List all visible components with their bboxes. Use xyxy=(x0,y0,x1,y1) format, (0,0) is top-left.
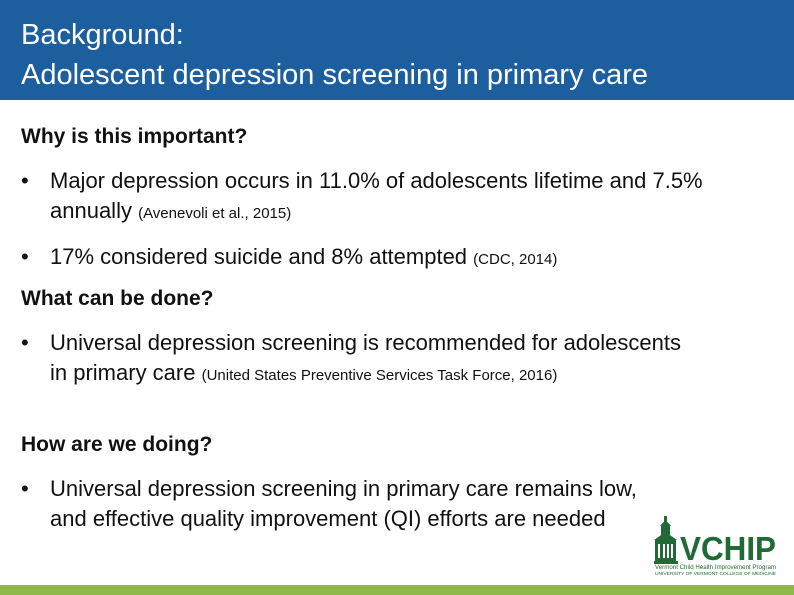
bullet-dot: • xyxy=(21,476,29,501)
title-banner xyxy=(0,0,794,100)
building-icon xyxy=(654,516,678,564)
logo-institution: UNIVERSITY OF VERMONT COLLEGE OF MEDICINE xyxy=(655,571,776,576)
section-heading-why: Why is this important? xyxy=(21,125,248,148)
vchip-logo xyxy=(654,514,778,576)
bullet-dot: • xyxy=(21,244,29,269)
bullet-text: Universal depression screening is recommended for adolescents in primary care xyxy=(50,330,681,385)
bullet-text: Universal depression screening in primary care remains low, and effective quality improvement (QI) efforts are needed xyxy=(50,476,637,531)
citation: (United States Preventive Services Task Force, 2016) xyxy=(201,367,558,384)
slide-title-line-1: Background: xyxy=(21,19,184,51)
citation: (CDC, 2014) xyxy=(473,251,558,268)
section-heading-how: How are we doing? xyxy=(21,433,213,456)
logo-tagline: Vermont Child Health Improvement Program xyxy=(655,565,776,571)
footer-accent-bar xyxy=(0,585,794,595)
bullet-text: 17% considered suicide and 8% attempted xyxy=(50,244,468,269)
citation: (Avenevoli et al., 2015) xyxy=(138,205,292,222)
vchip-logo-graphic xyxy=(654,514,778,576)
bullet-dot: • xyxy=(21,168,29,193)
section-heading-what: What can be done? xyxy=(21,287,214,310)
logo-wordmark: VCHIP xyxy=(680,530,776,567)
bullet-text: Major depression occurs in 11.0% of adolescents lifetime and 7.5% annually xyxy=(50,168,703,223)
bullet-dot: • xyxy=(21,330,29,355)
slide-title-line-2: Adolescent depression screening in primary care xyxy=(21,59,649,91)
